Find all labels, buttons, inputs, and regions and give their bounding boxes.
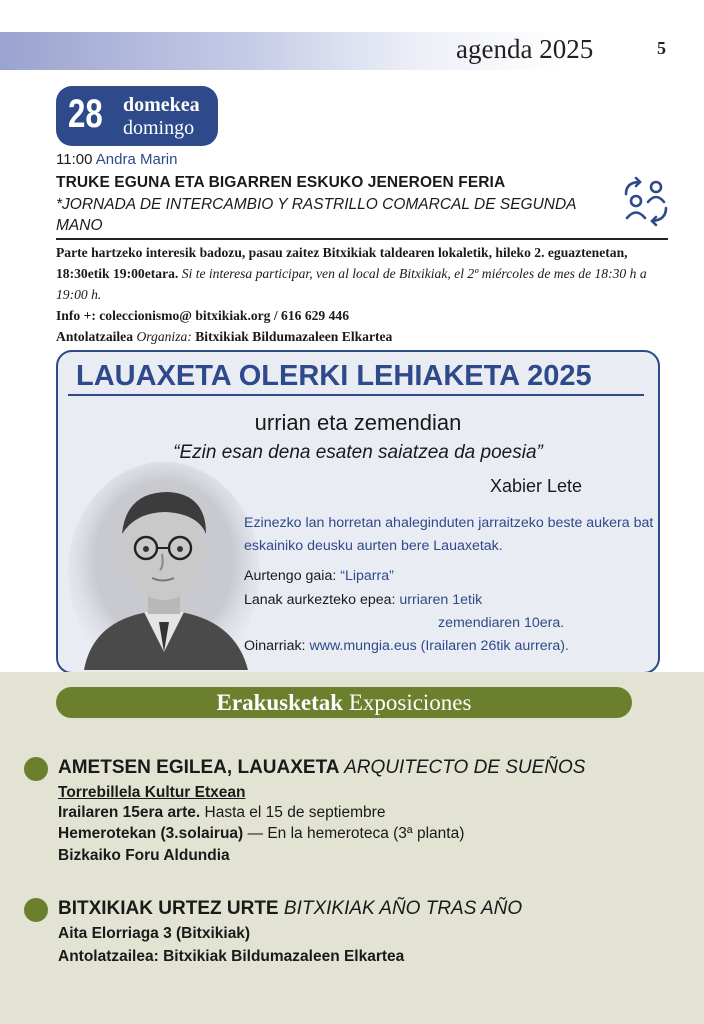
day-number: 28 <box>68 92 103 136</box>
bullet-icon <box>24 757 48 781</box>
contest-title-underline <box>68 394 644 396</box>
deadline-end: zemendiaren 10era. <box>438 615 565 631</box>
exhibition-address: Aita Elorriaga 3 (Bitxikiak) <box>58 925 251 942</box>
exhibition-title-basque: BITXIKIAK URTEZ URTE <box>58 898 279 919</box>
lauaxeta-portrait <box>64 462 264 670</box>
contest-theme <box>244 568 394 584</box>
event-place: Andra Marin <box>95 151 178 168</box>
organizer-label-basque: Antolatzailea <box>56 329 134 344</box>
exhibition-venue: Torrebillela Kultur Etxean <box>58 784 246 801</box>
exhibition-title-spanish: ARQUITECTO DE SUEÑOS <box>344 757 586 778</box>
event-description <box>56 242 656 347</box>
exchange-people-icon <box>620 176 672 228</box>
agenda-title: agenda 2025 <box>456 34 594 64</box>
event-time: 11:00 <box>56 151 93 168</box>
exhibition-title <box>58 898 522 920</box>
bullet-icon <box>24 898 48 922</box>
theme-value: “Liparra” <box>340 568 394 584</box>
weekday-basque: domekea <box>123 94 200 116</box>
event-divider <box>56 238 668 240</box>
exhibition-title-basque: AMETSEN EGILEA, LAUAXETA <box>58 757 339 778</box>
exhibition-title-spanish: BITXIKIAK AÑO TRAS AÑO <box>283 898 523 919</box>
location-spanish: — En la hemeroteca (3ª planta) <box>247 825 465 842</box>
date-badge <box>56 86 218 146</box>
heading-basque: Erakusketak <box>216 690 344 715</box>
contest-quote: “Ezin esan dena esaten saiatzea da poesia” <box>173 442 543 463</box>
header-band <box>0 32 704 70</box>
exhibition-organizer: Antolatzailea: Bitxikiak Bildumazaleen Elkartea <box>58 948 405 965</box>
description-spanish: Si te interesa participar, ven al local de Bitxikiak, el 2º miércoles de mes de 18:30 h a 19:00 h. <box>56 266 647 302</box>
quote-author: Xabier Lete <box>490 476 583 496</box>
until-spanish: Hasta el 15 de septiembre <box>204 804 386 821</box>
event-info: Info +: coleccionismo@ bitxikiak.org / 616 629 446 <box>56 308 350 323</box>
location-basque: Hemerotekan (3.solairua) <box>58 825 244 842</box>
poetry-contest-box <box>56 350 660 674</box>
exhibition-title <box>58 757 585 779</box>
contest-title: LAUAXETA OLERKI LEHIAKETA 2025 <box>76 360 592 392</box>
event-subtitle: *JORNADA DE INTERCAMBIO Y RASTRILLO COMARCAL DE SEGUNDA MANO <box>56 196 576 234</box>
exhibitions-heading <box>56 687 632 718</box>
rules-link[interactable]: www.mungia.eus (Irailaren 26tik aurrera). <box>309 638 569 654</box>
contest-deadline <box>244 592 482 608</box>
theme-label: Aurtengo gaia: <box>244 568 337 584</box>
heading-spanish: Exposiciones <box>348 690 472 715</box>
deadline-start: urriaren 1etik <box>399 592 483 608</box>
rules-label: Oinarriak: <box>244 638 306 654</box>
until-basque: Irailaren 15era arte. <box>58 804 201 821</box>
organizer-label-spanish: Organiza: <box>136 329 192 344</box>
contest-rules <box>244 638 569 654</box>
exhibition-organizer: Bizkaiko Foru Aldundia <box>58 847 230 864</box>
exhibition-location <box>58 825 464 843</box>
contest-dates: urrian eta zemendian <box>254 410 462 435</box>
weekday-spanish: domingo <box>123 117 195 139</box>
contest-description: Ezinezko lan horretan ahaleginduten jarraitzeko beste aukera bat eskainiko deusku aurten bere Lauaxetak. <box>244 515 654 554</box>
event-time-place <box>56 151 177 168</box>
event-organizer: Bitxikiak Bildumazaleen Elkartea <box>195 329 393 344</box>
description-basque: Parte hartzeko interesik badozu, pasau zaitez Bitxikiak taldearen lokaletik, hileko 2. eguaztenetan, 18:30etik 19:00etara. <box>56 245 628 281</box>
deadline-label: Lanak aurkezteko epea: <box>244 592 396 608</box>
exhibition-dates <box>58 804 385 822</box>
page-number: 5 <box>657 38 666 58</box>
event-title: TRUKE EGUNA ETA BIGARREN ESKUKO JENEROEN FERIA <box>56 174 506 191</box>
exhibitions-heading-text <box>56 690 632 716</box>
